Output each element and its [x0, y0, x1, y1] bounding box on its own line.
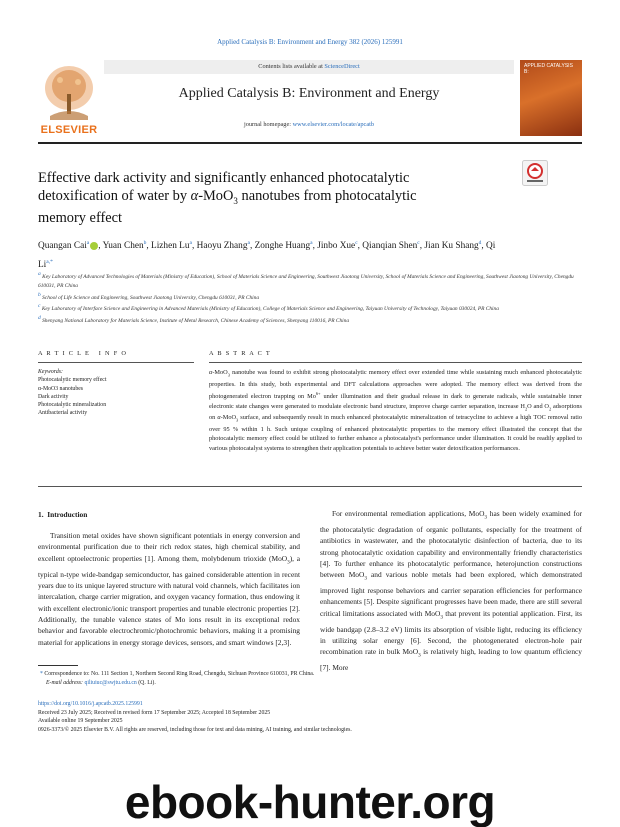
article-info-heading: A R T I C L E I N F O — [38, 350, 128, 357]
email-link[interactable]: qiliuiuc@swjtu.edu.cn — [84, 680, 137, 686]
affiliation-mark: c — [38, 303, 41, 310]
contents-available-line — [104, 60, 514, 74]
journal-homepage-line — [104, 121, 514, 128]
affiliation-text: Key Laboratory of Advanced Technologies of Materials (Ministry of Education), School of Materials Science and Engineering, Southwest Jiaotong University, School of Materials Science and Engineering, Southwest Jiaotong University, Chengdu 610031, PR China — [38, 273, 574, 289]
author-name[interactable]: Jinbo Xue — [317, 241, 356, 252]
title-line-2 — [38, 188, 508, 210]
cover-title: APPLIED CATALYSIS B: — [524, 63, 573, 75]
keyword-item: Dark activity — [38, 393, 69, 400]
title-line-3: memory effect — [38, 209, 123, 226]
author-affiliation-mark[interactable]: b — [143, 240, 147, 246]
journal-reference-link[interactable]: Applied Catalysis B: Environment and Energy 382 (2026) 125991 — [217, 38, 403, 46]
homepage-prefix: journal homepage: — [243, 121, 292, 128]
keyword-item: α-MoO3 nanotubes — [38, 385, 84, 392]
affiliation-text: Key Laboratory of Interface Science and Engineering in Advanced Materials (Ministry of Education), College of Materials Science and Engineering, Taiyuan University of Technology, Taiyuan 030024, PR China — [41, 306, 499, 313]
doi-link[interactable]: https://doi.org/10.1016/j.apcatb.2025.125991 — [38, 701, 143, 707]
author-affiliation-mark[interactable]: a — [247, 240, 250, 246]
abstract-rule — [209, 362, 582, 363]
title-line-1: Effective dark activity and significantly enhanced photocatalytic — [38, 170, 410, 186]
crossmark-icon — [522, 160, 548, 186]
article-title — [38, 170, 508, 227]
site-watermark: ebook-hunter.org — [124, 776, 496, 827]
check-for-updates-badge[interactable] — [522, 160, 548, 186]
title-moo: -MoO — [198, 187, 234, 204]
title-line-2-post: nanotubes from photocatalytic — [237, 187, 417, 204]
introduction-heading: 1. Introduction — [38, 510, 88, 519]
elsevier-wordmark: ELSEVIER — [40, 124, 98, 136]
author-name[interactable]: Jian Ku Shang — [424, 241, 479, 252]
author-affiliation-mark[interactable]: a — [86, 240, 90, 246]
keyword-item: Photocatalytic memory effect — [38, 377, 107, 384]
title-line-2-pre: detoxification of water by — [38, 187, 191, 204]
abstract-heading: A B S T R A C T — [209, 350, 272, 357]
keywords-label: Keywords: — [38, 369, 63, 375]
affiliations — [38, 270, 582, 326]
journal-title: Applied Catalysis B: Environment and Energy — [178, 86, 440, 101]
author-affiliation-mark[interactable]: a,* — [46, 258, 53, 265]
author-affiliation-mark[interactable]: c — [355, 240, 358, 246]
received-dates: Received 23 July 2025; Received in revised form 17 September 2025; Accepted 18 September 2025 — [38, 709, 271, 716]
author-affiliation-mark[interactable]: c — [417, 240, 420, 246]
journal-header-band — [104, 60, 514, 136]
sciencedirect-link[interactable]: ScienceDirect — [324, 63, 360, 70]
affiliation-text: Shenyang National Laboratory for Materials Science, Institute of Metal Research, Chinese Academy of Sciences, Shenyang 110016, PR China — [42, 317, 350, 324]
author-affiliation-mark[interactable]: a — [310, 240, 313, 246]
correspondence-address: Correspondence to: No. 111 Section 1, Northern Second Ring Road, Chengdu, Sichuan Province 610031, PR China. — [44, 671, 315, 677]
author-list: Quangan Cai$^a$ , Yuan Chen$^b$, Lizhen Lu$^a$, Haoyu Zhang$^a$, Zonghe Huang$^a$, Jinbo Xue$^c$, Qianqian Shen$^c$, Jian Ku Shang$^d$, Qi $Li^{a,*}$ — [38, 240, 496, 270]
affiliation-mark: b — [38, 291, 41, 298]
keywords-block — [38, 368, 194, 418]
author-name[interactable]: Lizhen Lu — [151, 241, 190, 252]
footnote-rule — [38, 665, 78, 666]
introduction-right-column: For environmental remediation applications, MoO$_3$ has been widely examined for the photocatalytic degradation of organic pollutants, especially for the treatment of antibiotics in wastewater, and the photocatalytic disinfection of bacteria, due to its strong photocatalytic oxidation capability and environmentally friendly characteristics [4]. To further enhance its photocatalytic performance, heterojunction constructions between MoO$_3$ and various noble metals had been explored, which demonstrated improved light response behaviors and carrier separation efficiencies for performance enhancements [5]. Despite significant progresses have been made, there are still several critical limitations associated with MoO$_3$ that prevent its potential application. First, its wide bandgap (2.8–3.2 eV) limits its absorption of visible light, reducing its efficiency in utilizing solar energy [6]. Second, the photogenerated electron-hole pair recombination rate in bulk MoO$_3$ is relatively high, leading to low quantum efficiency [7]. More — [320, 509, 582, 672]
author-affiliation-mark[interactable]: d — [478, 240, 482, 246]
orcid-icon[interactable] — [90, 242, 98, 250]
homepage-link[interactable]: www.elsevier.com/locate/apcatb — [292, 121, 375, 128]
email-suffix: (Q. Li). — [138, 680, 156, 686]
author-name[interactable]: Quangan Cai — [38, 241, 87, 252]
keyword-item: Antibacterial activity — [38, 410, 88, 417]
copyright-line: 0926-3373/© 2025 Elsevier B.V. All rights are reserved, including those for text and data mining, AI training, and similar technologies. — [38, 727, 352, 734]
author-affiliation-mark[interactable]: a — [189, 240, 192, 246]
title-subscript: 3 — [233, 195, 238, 206]
journal-cover-thumbnail[interactable] — [520, 60, 582, 136]
footnote-marker: * — [40, 671, 43, 677]
affiliation-text: School of Life Science and Engineering, Southwest Jiaotong University, Chengdu 610031, PR China — [42, 294, 260, 301]
header-divider — [38, 142, 582, 144]
elsevier-logo[interactable] — [38, 60, 100, 136]
title-alpha: α — [190, 187, 199, 204]
abstract-text: α-MoO$_3$ nanotube was found to exhibit strong photocatalytic memory effect over extended time while sustaining much enhanced photocatalytic properties. In this study, both experimental and DFT calculations approaches were adopted. The memory effect was derived from the photogenerated electron trapping on $Mo^{6+}$ under illumination and their gradual release in dark to generate radicals, while sustainable inner electronic state changes were generated to modulate electronic band structure, improve charge carrier separation, increase $H_2O$ and $O_2$ adsorptions on α-MoO$_3$ surface, and subsequently result in much enhanced photocatalytic mineralization of tetracycline to achieve a high TOC removal ratio over 95 % within 1 h. Such unique coupling of enhanced photocatalytic properties to the memory effect illustrated the concept that the photocatalytic memory effect could be utilized to further enhance a photocatalyst's performance under illumination. It could be readily applied to various photocatalyst systems to strengthen their application potentials to achieve better water detoxification performances. — [209, 369, 582, 452]
email-label: E-mail address: — [46, 680, 83, 686]
author-name[interactable]: Qi Li — [38, 241, 496, 270]
available-online-date: Available online 19 September 2025 — [38, 718, 123, 725]
affiliation-mark: d — [38, 315, 41, 322]
affiliation-item — [38, 314, 582, 326]
journal-header — [38, 60, 582, 138]
correspondence-footnote — [38, 670, 582, 688]
author-name[interactable]: Haoyu Zhang — [196, 241, 248, 252]
author-name[interactable]: Yuan Chen — [102, 241, 144, 252]
keyword-item: Photocatalytic mineralization — [38, 402, 107, 409]
author-name[interactable]: Zonghe Huang — [254, 241, 311, 252]
affiliation-item — [38, 270, 582, 291]
affiliation-item — [38, 291, 582, 303]
author-name[interactable]: Qianqian Shen — [362, 241, 418, 252]
contents-prefix: Contents lists available at — [258, 63, 323, 70]
affiliation-mark: a — [38, 271, 41, 277]
abstract-bottom-rule — [38, 486, 582, 487]
keywords-list — [38, 376, 194, 417]
affiliation-item — [38, 302, 582, 314]
publication-info — [38, 700, 582, 735]
article-info-rule — [38, 362, 194, 363]
introduction-left-column: Transition metal oxides have shown significant potentials in energy conversion and environmental purification due to their rich redox states, high chemical stability, and excellent optoelectronic properties [1]. Among them, molybdenum trioxide (MoO$_3$), a typical n-type wide-bandgap semiconductor, has gained considerable attention in recent years due to its unique layered structure with natural void channels, which facilitates ion intercalation, charge carrier migration, and oxygen vacancy formation, thus endowing it with excellent electronic/ionic transport properties and tunable electronic properties [2]. Additionally, the tunable valence states of Mo ions result in its exceptional redox behavior and favorable electrochromic/photochromic behaviors, making it a promising material for applications in energy storage devices, sensors, and smart windows [2,3]. — [38, 531, 301, 647]
